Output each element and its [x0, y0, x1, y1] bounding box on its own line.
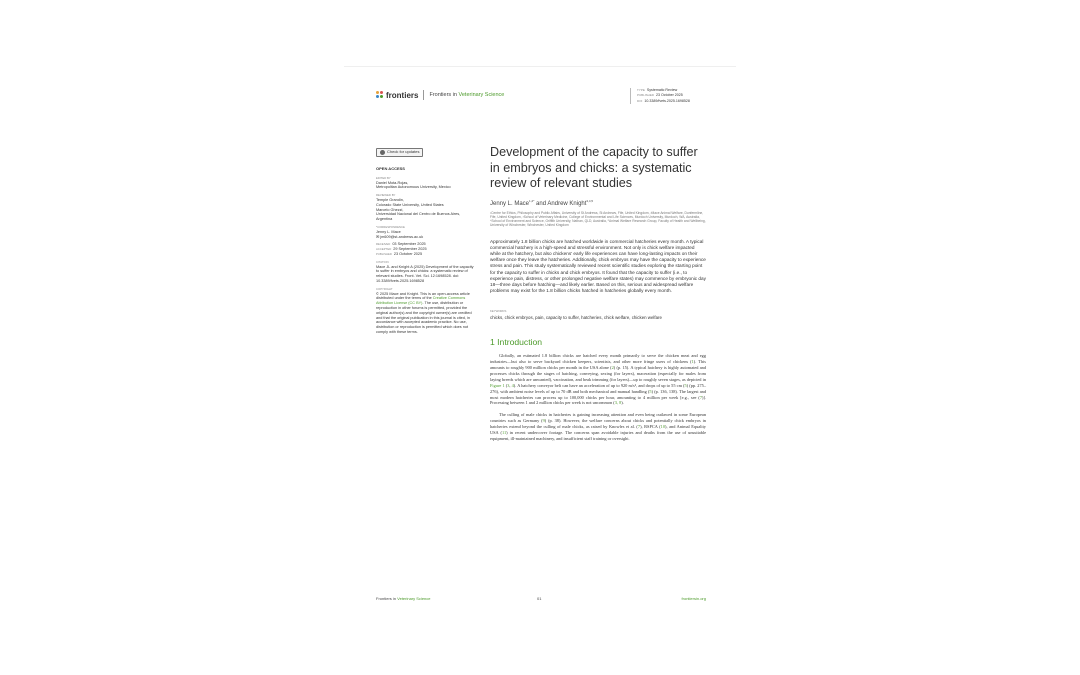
- correspondence-label: *CORRESPONDENCE: [376, 224, 405, 229]
- copyright-post: . The use, distribution or reproduction in other forums is permitted, provided the original author(s) and the copyright owner(s) are credited and that the original publication in this journal is cited, in accordance with accepted academic practice. No use, distribution or reproduction is permitted which does not comply with these terms.: [376, 301, 472, 334]
- text-run: ) (pp. 275–276), with ambient noise levels of up to 70 dB and both mechanical and manual handling (: [490, 382, 706, 394]
- header-divider: [423, 90, 424, 100]
- reference-link[interactable]: 7: [699, 394, 703, 400]
- edited-by-label: EDITED BY: [376, 175, 391, 180]
- received-date: 03 September 2025: [392, 242, 426, 247]
- reference-link[interactable]: 3: [507, 382, 510, 388]
- article-sidebar: [376, 148, 476, 335]
- text-run: ) in recent undercover footage. The concerns span avoidable injuries and deaths from the use of unsuitable equipment, ill-maintained machinery, and insufficient staff training or oversight.: [490, 430, 707, 441]
- text-run: ) (p. 15). A typical hatchery is highly automated and processes chicks through the stages of hatching, conveying, sexing (for layers), maceration (especially for males from laying breeds which are unwanted), vaccination, and beak trimming (for layers)—up to roughly seven stages, as depicted in: [490, 365, 706, 382]
- text-run: The culling of male chicks in hatcheries is gaining increasing attention and even being outlawed in some European countries such as Germany (: [490, 412, 706, 424]
- author-1-affil: 1,2*: [529, 198, 535, 203]
- footer-journal: [376, 596, 431, 601]
- figure-link[interactable]: Figure 1: [490, 382, 505, 388]
- check-updates-label: Check for updates: [387, 149, 420, 155]
- footer-site-link[interactable]: frontiersin.org: [681, 596, 706, 601]
- footer-journal-name[interactable]: Veterinary Science: [397, 596, 431, 601]
- text-run: ), RSPCA (: [640, 424, 661, 430]
- body-paragraph: [490, 353, 706, 406]
- reference-link[interactable]: 10: [660, 424, 666, 430]
- keywords: chicks, chick embryos, pain, capacity to suffer, hatcheries, chick welfare, chicken welfare: [490, 315, 662, 321]
- reference-link[interactable]: 4: [511, 382, 514, 388]
- reviewed-by-label: REVIEWED BY: [376, 193, 396, 198]
- keywords-label: KEYWORDS: [490, 309, 507, 314]
- dates-block: [376, 242, 476, 256]
- journal-title: [429, 92, 504, 98]
- copyright: [376, 292, 476, 335]
- edited-by: Daniel Mota-Rojas, Metropolitan Autonomous University, Mexico: [376, 180, 451, 190]
- article-title: Development of the capacity to suffer in embryos and chicks: a systematic review of relevant studies: [490, 145, 698, 191]
- author-2-affil: 3,4,5: [586, 198, 594, 203]
- reference-link[interactable]: 9: [542, 418, 545, 424]
- doi-value[interactable]: 10.3389/fvets.2025.1698528: [644, 98, 690, 103]
- footer-prefix: Frontiers in: [376, 596, 397, 601]
- check-for-updates-button[interactable]: [376, 148, 423, 157]
- author-1[interactable]: Jenny L. Mace: [490, 200, 530, 207]
- journal-name: Veterinary Science: [458, 92, 505, 98]
- body-paragraph: [490, 412, 706, 442]
- copyright-label: COPYRIGHT: [376, 286, 393, 291]
- section-heading: 1 Introduction: [490, 337, 543, 348]
- text-run: ).: [621, 400, 624, 406]
- text-run: (: [504, 382, 508, 388]
- published-label: PUBLISHED: [376, 251, 392, 256]
- reference-link[interactable]: 7: [637, 424, 641, 430]
- citation-label: CITATION: [376, 259, 389, 264]
- received-label: RECEIVED: [376, 242, 391, 247]
- correspondence[interactable]: Jenny L. Mace ✉ jm609@st-andrews.ac.uk: [376, 229, 424, 239]
- logo-text: frontiers: [386, 90, 419, 100]
- reference-link[interactable]: 2: [611, 365, 614, 371]
- published-value: 23 October 2025: [656, 93, 683, 98]
- text-run: ) (p. 136, 138). The largest and most modern hatcheries can process up to 100,000 chicks per hour, amounting to 4 million per week [e.g., see (: [490, 388, 706, 400]
- article-main: [490, 145, 706, 442]
- open-access-label: OPEN ACCESS: [376, 166, 405, 171]
- type-label: TYPE: [637, 88, 645, 92]
- reference-link[interactable]: 1: [691, 359, 694, 365]
- journal-prefix: Frontiers in: [429, 92, 457, 98]
- author-and[interactable]: and Andrew Knight: [534, 200, 587, 207]
- page-header: [376, 88, 706, 112]
- doi-label: DOI: [637, 98, 643, 103]
- article-authors: [490, 199, 706, 207]
- type-value: Systematic Review: [646, 88, 678, 92]
- pdf-page: [344, 66, 736, 622]
- frontiers-logo: [376, 91, 418, 100]
- page-number: 01: [537, 596, 542, 601]
- reference-link[interactable]: 3, 8: [614, 400, 622, 406]
- text-run: Globally, an estimated 1.8 billion chicks are hatched every month primarily to serve the chicken meat and egg industries—but also to serve backyard chicken keepers, scientists, and other more fringe users of chickens (: [490, 353, 706, 365]
- journal-brand[interactable]: [376, 90, 504, 100]
- accepted-label: ACCEPTED: [376, 247, 392, 252]
- text-run: ). This amounts to roughly 900 million chicks per month in the USA alone (: [490, 359, 706, 371]
- text-run: )]. Processing between 1 and 2 million chicks per week is not uncommon (: [490, 394, 706, 406]
- citation: Mace JL and Knight A (2025) Development of the capacity to suffer in embryos and chicks: a systematic review of relevant studies. Front. Vet. Sci. 12:1698528. doi: 10.3389/fvets.2025.1698528: [376, 264, 474, 283]
- refresh-icon: [380, 150, 385, 155]
- reference-link[interactable]: 5: [649, 388, 652, 394]
- text-run: ), and Animal Equality USA (: [490, 424, 706, 436]
- published-label: PUBLISHED: [637, 93, 655, 98]
- copyright-pre: © 2025 Mace and Knight. This is an open-access article distributed under the terms of the: [376, 291, 470, 301]
- text-run: ) (p. 38). However, the welfare concerns about chicks and potentially chick embryos in hatcheries extend beyond the culling of male chicks, as raised by Knowles et al. (: [490, 418, 706, 430]
- text-run: ,: [509, 382, 512, 388]
- text-run: ). A hatchery conveyor belt can have an acceleration of up to 920 m/s², and drops of up to 55 cm (: [513, 382, 685, 388]
- license-link[interactable]: Creative Commons Attribution License (CC BY): [376, 296, 466, 306]
- affiliations: ¹Centre for Ethics, Philosophy and Public Affairs, University of St Andrews, St Andrews, Fife, United Kingdom, ²Mace Animal Welfare, Dunfermline, Fife, United Kingdom, ³School of Veterinary Medicine, College of Environmental and Life Sciences, Murdoch University, Murdoch, WA, Australia, ⁴School of Environment and Science, Griffith University, Nathan, QLD, Australia, ⁵Animal Welfare Research Group, Faculty of Health and Wellbeing, University of Winchester, Winchester, United Kingdom: [490, 210, 706, 228]
- accepted-date: 29 September 2025: [393, 247, 427, 252]
- published-date: 23 October 2025: [393, 251, 423, 256]
- reviewed-by: Temple Grandin, Colorado State University, United States Marcelo Ghezzi, Universidad Nacional del Centro de Buenos Aires, Argentina: [376, 197, 461, 222]
- abstract: Approximately 1.8 billion chicks are hatched worldwide in commercial hatcheries every month. A typical commercial hatchery is a high-speed and stressful environment. Not only is chick welfare impacted while at the hatchery, but also chickens' early life experiences can have long-lasting impacts on their welfare once they leave the hatcheries. Additionally, chick embryos may have the capacity to experience stress and pain. This study systematically reviewed recent scientific studies exploring the starting point for the capacity to suffer in chicks and chick embryos. It found that the capacity to suffer (i.e., to experience pain, distress, or other prolonged negative welfare states) may commence by embryonic day 18—three days before hatching—and likely earlier. Based on this, serious and widespread welfare problems may exist for the 1.8 billion chicks hatched in hatcheries globally every month.: [490, 238, 706, 294]
- reference-link[interactable]: 11: [501, 430, 507, 436]
- reference-link[interactable]: 5: [684, 382, 687, 388]
- frontiers-logo-icon: [376, 91, 384, 99]
- article-meta: [630, 88, 690, 104]
